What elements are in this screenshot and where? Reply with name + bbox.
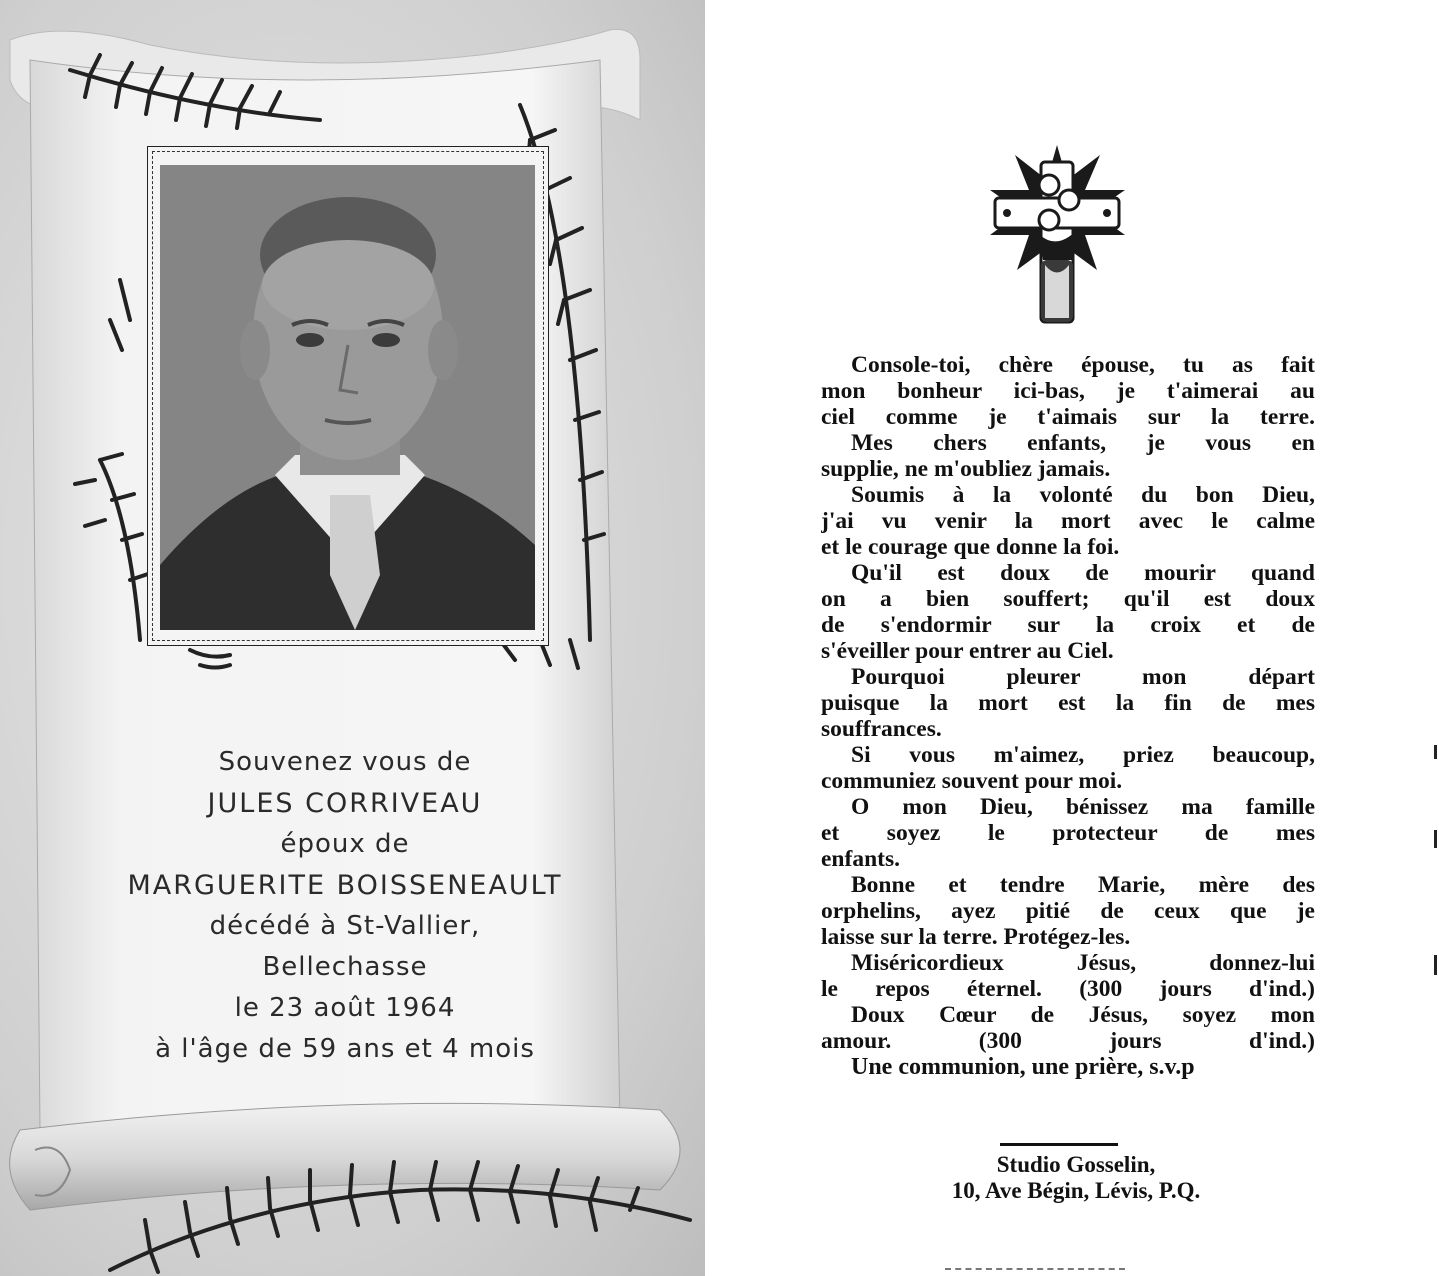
poem-line: Mes chers enfants, je vous en: [851, 430, 1315, 456]
poem-line: mon bonheur ici-bas, je t'aimerai au: [821, 378, 1315, 404]
studio-address: 10, Ave Bégin, Lévis, P.Q.: [951, 1178, 1201, 1203]
spouse-name: MARGUERITE BOISSENEAULT: [127, 870, 563, 901]
poem-line: Qu'il est doux de mourir quand: [851, 560, 1315, 586]
portrait-photo: [160, 165, 535, 630]
poem-line: supplie, ne m'oubliez jamais.: [821, 456, 1111, 482]
memorial-inscription: [40, 742, 650, 1070]
cross-emblem-icon: [985, 140, 1130, 330]
deceased-name: JULES CORRIVEAU: [207, 788, 483, 819]
poem-line: puisque la mort est la fin de mes: [821, 690, 1315, 716]
spouse-of-line: époux de: [280, 829, 410, 859]
poem-line: et soyez le protecteur de mes: [821, 820, 1315, 846]
poem-line: Bonne et tendre Marie, mère des: [851, 872, 1315, 898]
poem-line: on a bien souffert; qu'il est doux: [821, 586, 1315, 612]
studio-credit: [820, 1152, 1332, 1204]
county-line: Bellechasse: [262, 952, 428, 982]
divider-rule: [1000, 1143, 1118, 1146]
poem-line: O mon Dieu, bénissez ma famille: [851, 794, 1315, 820]
poem-line: de s'endormir sur la croix et de: [821, 612, 1315, 638]
poem-line: Pourquoi pleurer mon départ: [851, 664, 1315, 690]
edge-mark: [1434, 955, 1437, 975]
studio-name: Studio Gosselin,: [996, 1152, 1156, 1177]
portrait-frame: [147, 146, 549, 646]
poem-line: enfants.: [821, 846, 900, 872]
poem-line: Si vous m'aimez, priez beaucoup,: [851, 742, 1315, 768]
poem-line: j'ai vu venir la mort avec le calme: [821, 508, 1315, 534]
poem-line: laisse sur la terre. Protégez-les.: [821, 924, 1131, 950]
death-date-line: le 23 août 1964: [234, 993, 456, 1023]
edge-mark: [1434, 830, 1437, 848]
prayer-text: [821, 352, 1315, 1080]
memorial-card-front: [0, 0, 705, 1276]
poem-line: Console-toi, chère épouse, tu as fait: [851, 352, 1315, 378]
poem-line: communiez souvent pour moi.: [821, 768, 1123, 794]
bottom-dashes: [945, 1268, 1125, 1272]
poem-line: ciel comme je t'aimais sur la terre.: [821, 404, 1315, 430]
poem-line: le repos éternel. (300 jours d'ind.): [821, 976, 1315, 1002]
death-place-line: décédé à St-Vallier,: [209, 911, 481, 941]
poem-line: s'éveiller pour entrer au Ciel.: [821, 638, 1114, 664]
age-line: à l'âge de 59 ans et 4 mois: [155, 1034, 535, 1064]
poem-closing-line: Une communion, une prière, s.v.p: [851, 1054, 1195, 1080]
poem-line: Miséricordieux Jésus, donnez-lui: [851, 950, 1315, 976]
poem-line: Doux Cœur de Jésus, soyez mon: [851, 1002, 1315, 1028]
poem-line: Soumis à la volonté du bon Dieu,: [851, 482, 1315, 508]
remember-line: Souvenez vous de: [218, 747, 472, 777]
poem-line: orphelins, ayez pitié de ceux que je: [821, 898, 1315, 924]
edge-mark: [1434, 745, 1437, 759]
poem-line: et le courage que donne la foi.: [821, 534, 1120, 560]
poem-line: amour. (300 jours d'ind.): [821, 1028, 1315, 1054]
poem-line: souffrances.: [821, 716, 942, 742]
